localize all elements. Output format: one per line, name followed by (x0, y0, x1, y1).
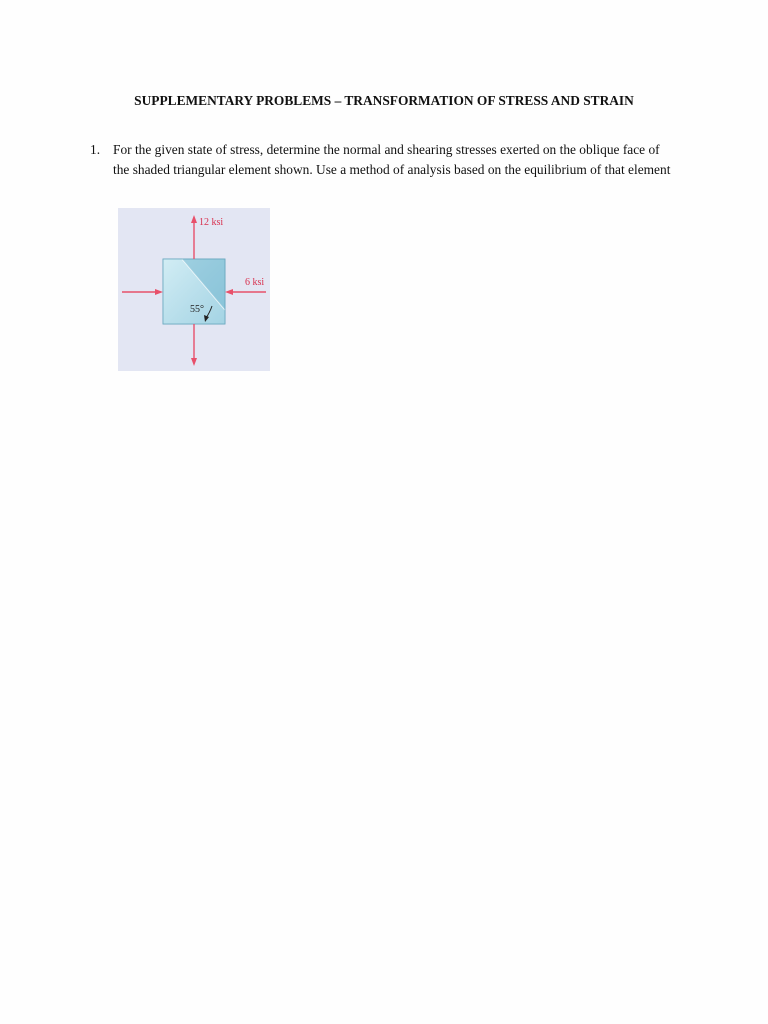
horizontal-stress-label: 6 ksi (245, 277, 265, 288)
angle-label: 55° (190, 304, 204, 315)
page-title: SUPPLEMENTARY PROBLEMS – TRANSFORMATION OF STRESS AND STRAIN (134, 93, 634, 108)
stress-element-diagram (118, 208, 270, 371)
stress-element-figure (118, 208, 270, 371)
vertical-stress-label: 12 ksi (199, 217, 224, 228)
problem-number: 1. (90, 142, 101, 157)
problem-statement: For the given state of stress, determine the normal and shearing stresses exerted on the oblique face of the shaded triangular element shown. Use a method of analysis based on the equilibrium of that element (113, 142, 671, 177)
